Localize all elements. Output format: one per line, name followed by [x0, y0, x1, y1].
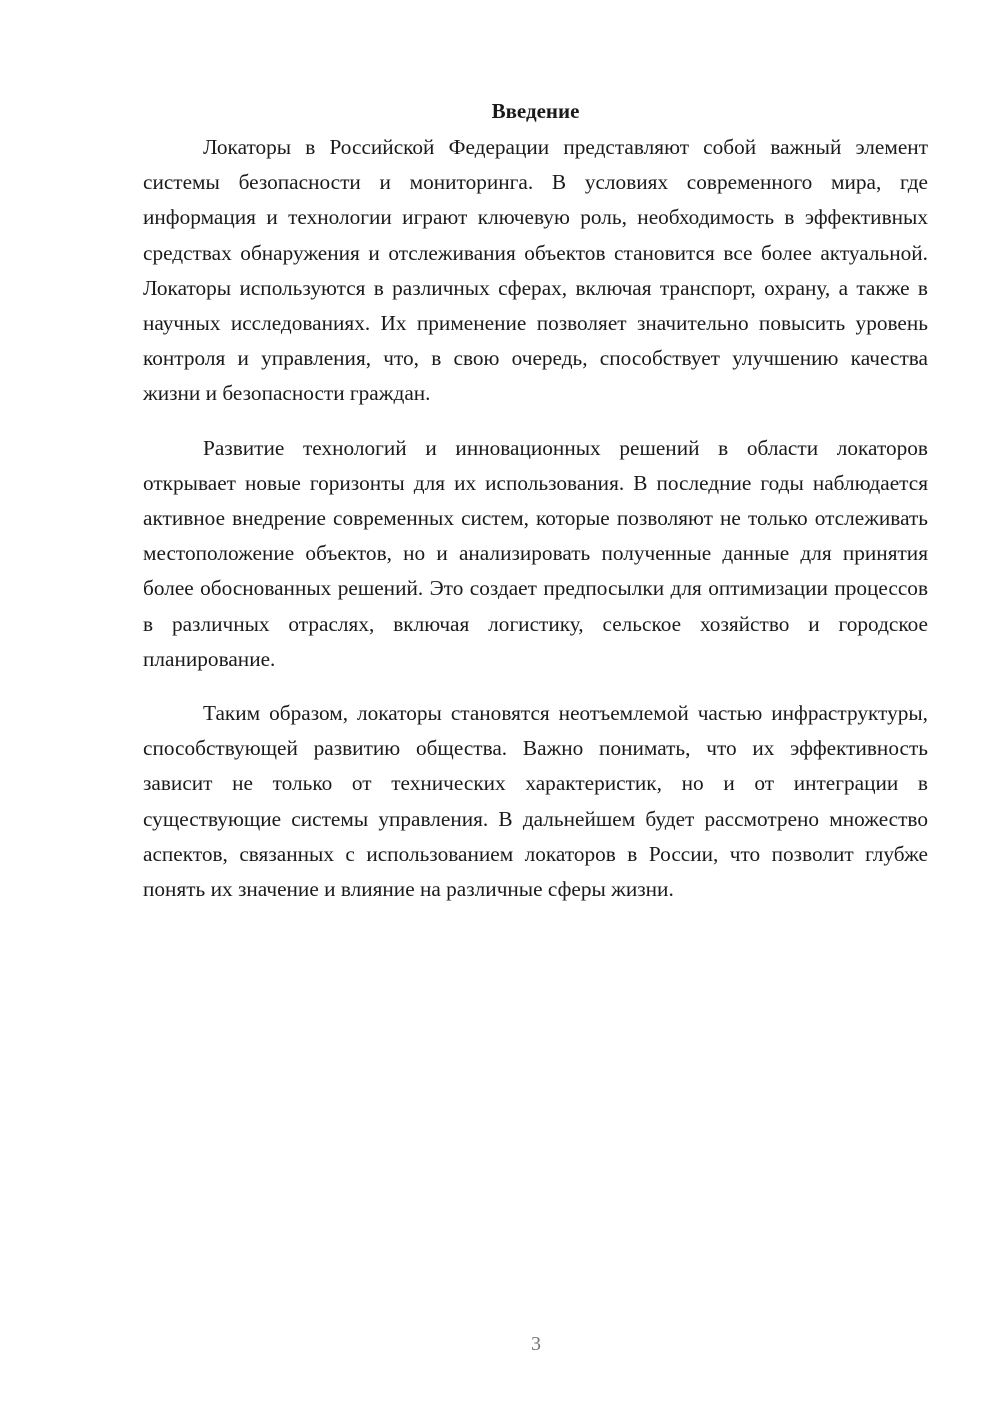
section-title: Введение [491, 99, 580, 123]
paragraph-3: Таким образом, локаторы становятся неотъемлемой частью инфраструктуры, способствующей развитию общества. Важно понимать, что их эффективность зависит не только от технических характеристик, но и от интеграции в существующие системы управления. В дальнейшем будет рассмотрено множество аспектов, связанных с использованием локаторов в России, что позволит глубже понять их значение и влияние на различные сферы жизни. [143, 701, 928, 902]
page-number: 3 [531, 1333, 541, 1355]
paragraph-1: Локаторы в Российской Федерации представляют собой важный элемент системы безопасности и мониторинга. В условиях современного мира, где информация и технологии играют ключевую роль, необходимость в эффективных средствах обнаружения и отслеживания объектов становится все более актуальной. Локаторы используются в различных сферах, включая транспорт, охрану, а также в научных исследованиях. Их применение позволяет значительно повысить уровень контроля и управления, что, в свою очередь, способствует улучшению качества жизни и безопасности граждан. [143, 135, 928, 406]
paragraph-2: Развитие технологий и инновационных решений в области локаторов открывает новые горизонты для их использования. В последние годы наблюдается активное внедрение современных систем, которые позволяют не только отслеживать местоположение объектов, но и анализировать полученные данные для принятия более обоснованных решений. Это создает предпосылки для оптимизации процессов в различных отраслях, включая логистику, сельское хозяйство и городское планирование. [143, 435, 928, 671]
document-body [143, 96, 928, 926]
